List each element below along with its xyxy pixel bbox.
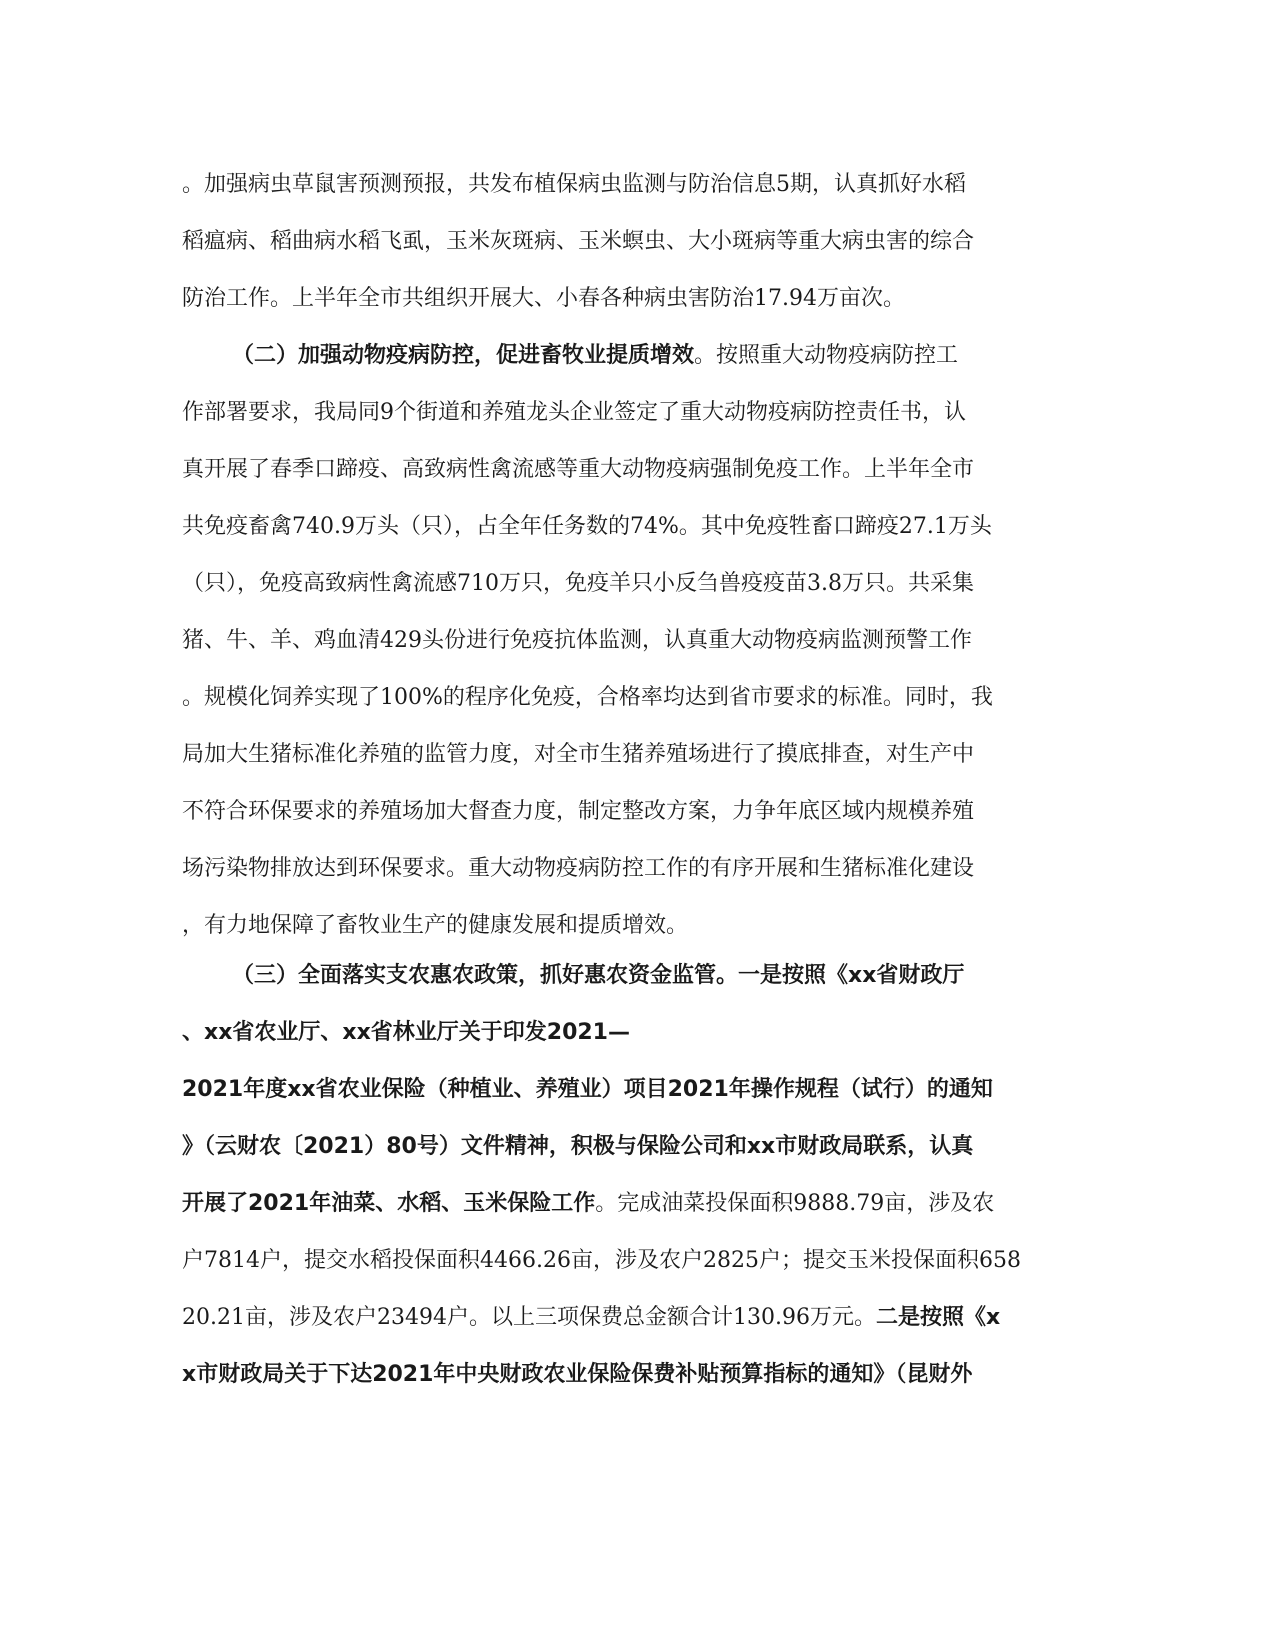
text-line	[182, 512, 1062, 542]
text-line	[232, 341, 1112, 371]
text-line	[182, 455, 1062, 485]
text-line	[182, 1360, 1062, 1390]
text-run: ，有力地保障了畜牧业生产的健康发展和提质增效。	[182, 913, 689, 938]
text-line	[182, 797, 1062, 827]
text-run: 。规模化饲养实现了100%的程序化免疫，合格率均达到省市要求的标准。同时，我	[182, 685, 993, 710]
text-run: 稻瘟病、稻曲病水稻飞虱，玉米灰斑病、玉米螟虫、大小斑病等重大病虫害的综合	[182, 229, 975, 254]
text-line	[182, 740, 1062, 770]
text-line	[182, 854, 1062, 884]
text-run: 户7814户，提交水稻投保面积4466.26亩，涉及农户2825户；提交玉米投保面积658	[182, 1248, 1021, 1273]
text-line	[182, 1303, 1062, 1333]
text-run: （只），免疫高致病性禽流感710万只，免疫羊只小反刍兽疫疫苗3.8万只。共采集	[182, 571, 974, 596]
text-run: 猪、牛、羊、鸡血清429头份进行免疫抗体监测，认真重大动物疫病监测预警工作	[182, 628, 972, 653]
bold-text-run: （三）全面落实支农惠农政策，抓好惠农资金监管。一是按照《xx省财政厅	[232, 963, 965, 988]
text-line	[182, 1246, 1062, 1276]
text-line	[182, 1075, 1062, 1105]
text-run: 。按照重大动物疫病防控工	[694, 343, 959, 368]
bold-text-run: 、xx省农业厅、xx省林业厅关于印发2021—	[182, 1020, 630, 1045]
text-run: 局加大生猪标准化养殖的监管力度，对全市生猪养殖场进行了摸底排查，对生产中	[182, 742, 975, 767]
bold-text-run: 开展了2021年油菜、水稻、玉米保险工作	[182, 1191, 596, 1216]
text-line	[182, 1189, 1062, 1219]
text-run: 真开展了春季口蹄疫、高致病性禽流感等重大动物疫病强制免疫工作。上半年全市	[182, 457, 975, 482]
text-run: 作部署要求，我局同9个街道和养殖龙头企业签定了重大动物疫病防控责任书，认	[182, 400, 966, 425]
text-line	[182, 1018, 1062, 1048]
text-line	[182, 569, 1062, 599]
text-run: 20.21亩，涉及农户23494户。以上三项保费总金额合计130.96万元。	[182, 1305, 876, 1330]
text-run: 。完成油菜投保面积9888.79亩，涉及农	[595, 1191, 995, 1216]
text-run: 不符合环保要求的养殖场加大督查力度，制定整改方案，力争年底区域内规模养殖	[182, 799, 975, 824]
text-line	[182, 284, 1062, 314]
text-line	[182, 170, 1062, 200]
text-run: 。加强病虫草鼠害预测预报，共发布植保病虫监测与防治信息5期，认真抓好水稻	[182, 172, 966, 197]
text-line	[182, 911, 1062, 941]
text-line	[232, 961, 1112, 991]
bold-text-run: 》（云财农〔2021）80号）文件精神，积极与保险公司和xx市财政局联系，认真	[182, 1134, 974, 1159]
text-line	[182, 683, 1062, 713]
bold-text-run: （二）加强动物疫病防控，促进畜牧业提质增效	[232, 343, 695, 368]
text-line	[182, 626, 1062, 656]
bold-text-run: x市财政局关于下达2021年中央财政农业保险保费补贴预算指标的通知》（昆财外	[182, 1362, 973, 1387]
bold-text-run: 2021年度xx省农业保险（种植业、养殖业）项目2021年操作规程（试行）的通知	[182, 1077, 993, 1102]
text-run: 防治工作。上半年全市共组织开展大、小春各种病虫害防治17.94万亩次。	[182, 286, 905, 311]
text-run: 共免疫畜禽740.9万头（只），占全年任务数的74%。其中免疫牲畜口蹄疫27.1万头	[182, 514, 992, 539]
text-line	[182, 227, 1062, 257]
text-line	[182, 1132, 1062, 1162]
text-line	[182, 398, 1062, 428]
text-run: 场污染物排放达到环保要求。重大动物疫病防控工作的有序开展和生猪标准化建设	[182, 856, 975, 881]
bold-text-run: 二是按照《x	[875, 1305, 1001, 1330]
